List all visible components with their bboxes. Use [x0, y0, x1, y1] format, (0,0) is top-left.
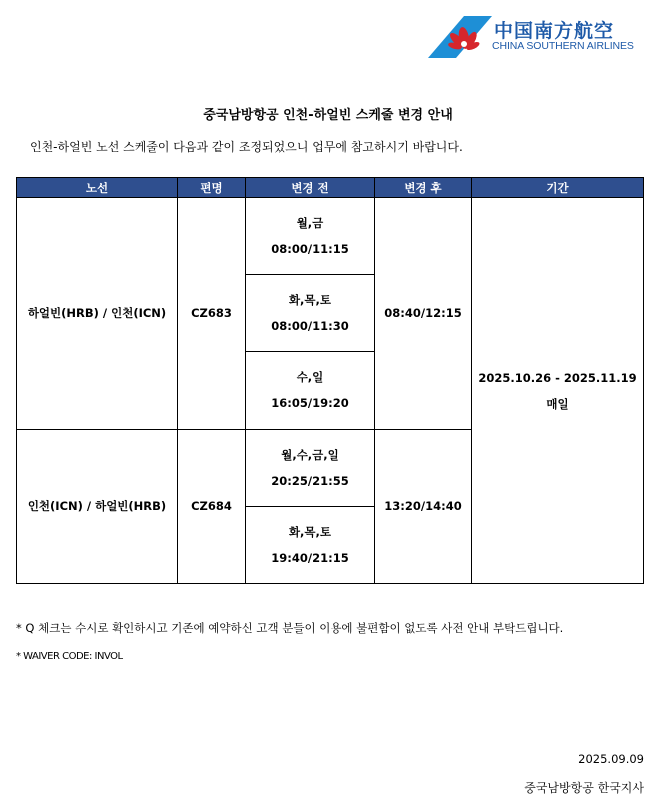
logo-chinese-name: 中国南方航空: [494, 20, 615, 42]
before-time: 16:05/19:20: [271, 396, 349, 411]
before-cell: [246, 429, 375, 506]
table-row: [17, 198, 644, 275]
before-time: 08:00/11:30: [271, 319, 349, 334]
header-route: 노선: [17, 178, 178, 198]
before-days: 화,목,토: [288, 293, 332, 308]
before-cell: [246, 275, 375, 352]
schedule-table: [16, 177, 644, 584]
period-frequency: 매일: [546, 396, 569, 411]
signature: 중국남방항공 한국지사: [524, 781, 644, 795]
header-flight: 편명: [178, 178, 246, 198]
before-days: 화,목,토: [288, 524, 332, 539]
before-cell: [246, 506, 375, 583]
page-title: 중국남방항공 인천-하얼빈 스케줄 변경 안내: [203, 108, 453, 123]
route-cell: 인천(ICN) / 하얼빈(HRB): [17, 429, 178, 583]
before-days: 월,금: [296, 216, 324, 231]
issue-date: 2025.09.09: [578, 752, 644, 766]
kapok-flower-icon: [428, 14, 492, 58]
after-cell: 13:20/14:40: [375, 429, 472, 583]
flight-cell: CZ683: [178, 198, 246, 430]
after-cell: 08:40/12:15: [375, 198, 472, 430]
intro-text: 인천-하얼빈 노선 스케줄이 다음과 같이 조정되었으니 업무에 참고하시기 바랍니다.: [30, 140, 463, 154]
before-time: 08:00/11:15: [271, 242, 349, 257]
before-time: 20:25/21:55: [271, 473, 349, 488]
header-period: 기간: [472, 178, 644, 198]
header-after: 변경 후: [375, 178, 472, 198]
period-range: 2025.10.26 - 2025.11.19: [478, 370, 637, 385]
china-southern-logo: [428, 14, 640, 58]
before-days: 월,수,금,일: [281, 447, 339, 462]
flight-cell: CZ684: [178, 429, 246, 583]
waiver-code-note: * WAIVER CODE: INVOL: [16, 651, 123, 662]
table-header-row: [17, 178, 644, 198]
header-before: 변경 전: [246, 178, 375, 198]
route-cell: 하얼빈(HRB) / 인천(ICN): [17, 198, 178, 430]
period-cell: [472, 198, 644, 584]
before-days: 수,일: [296, 370, 324, 385]
q-check-note: * Q 체크는 수시로 확인하시고 기존에 예약하신 고객 분들이 이용에 불편함이 없도록 사전 안내 부탁드립니다.: [16, 621, 564, 635]
before-time: 19:40/21:15: [271, 550, 349, 565]
before-cell: [246, 198, 375, 275]
logo-english-name: CHINA SOUTHERN AIRLINES: [492, 40, 634, 52]
before-cell: [246, 352, 375, 429]
